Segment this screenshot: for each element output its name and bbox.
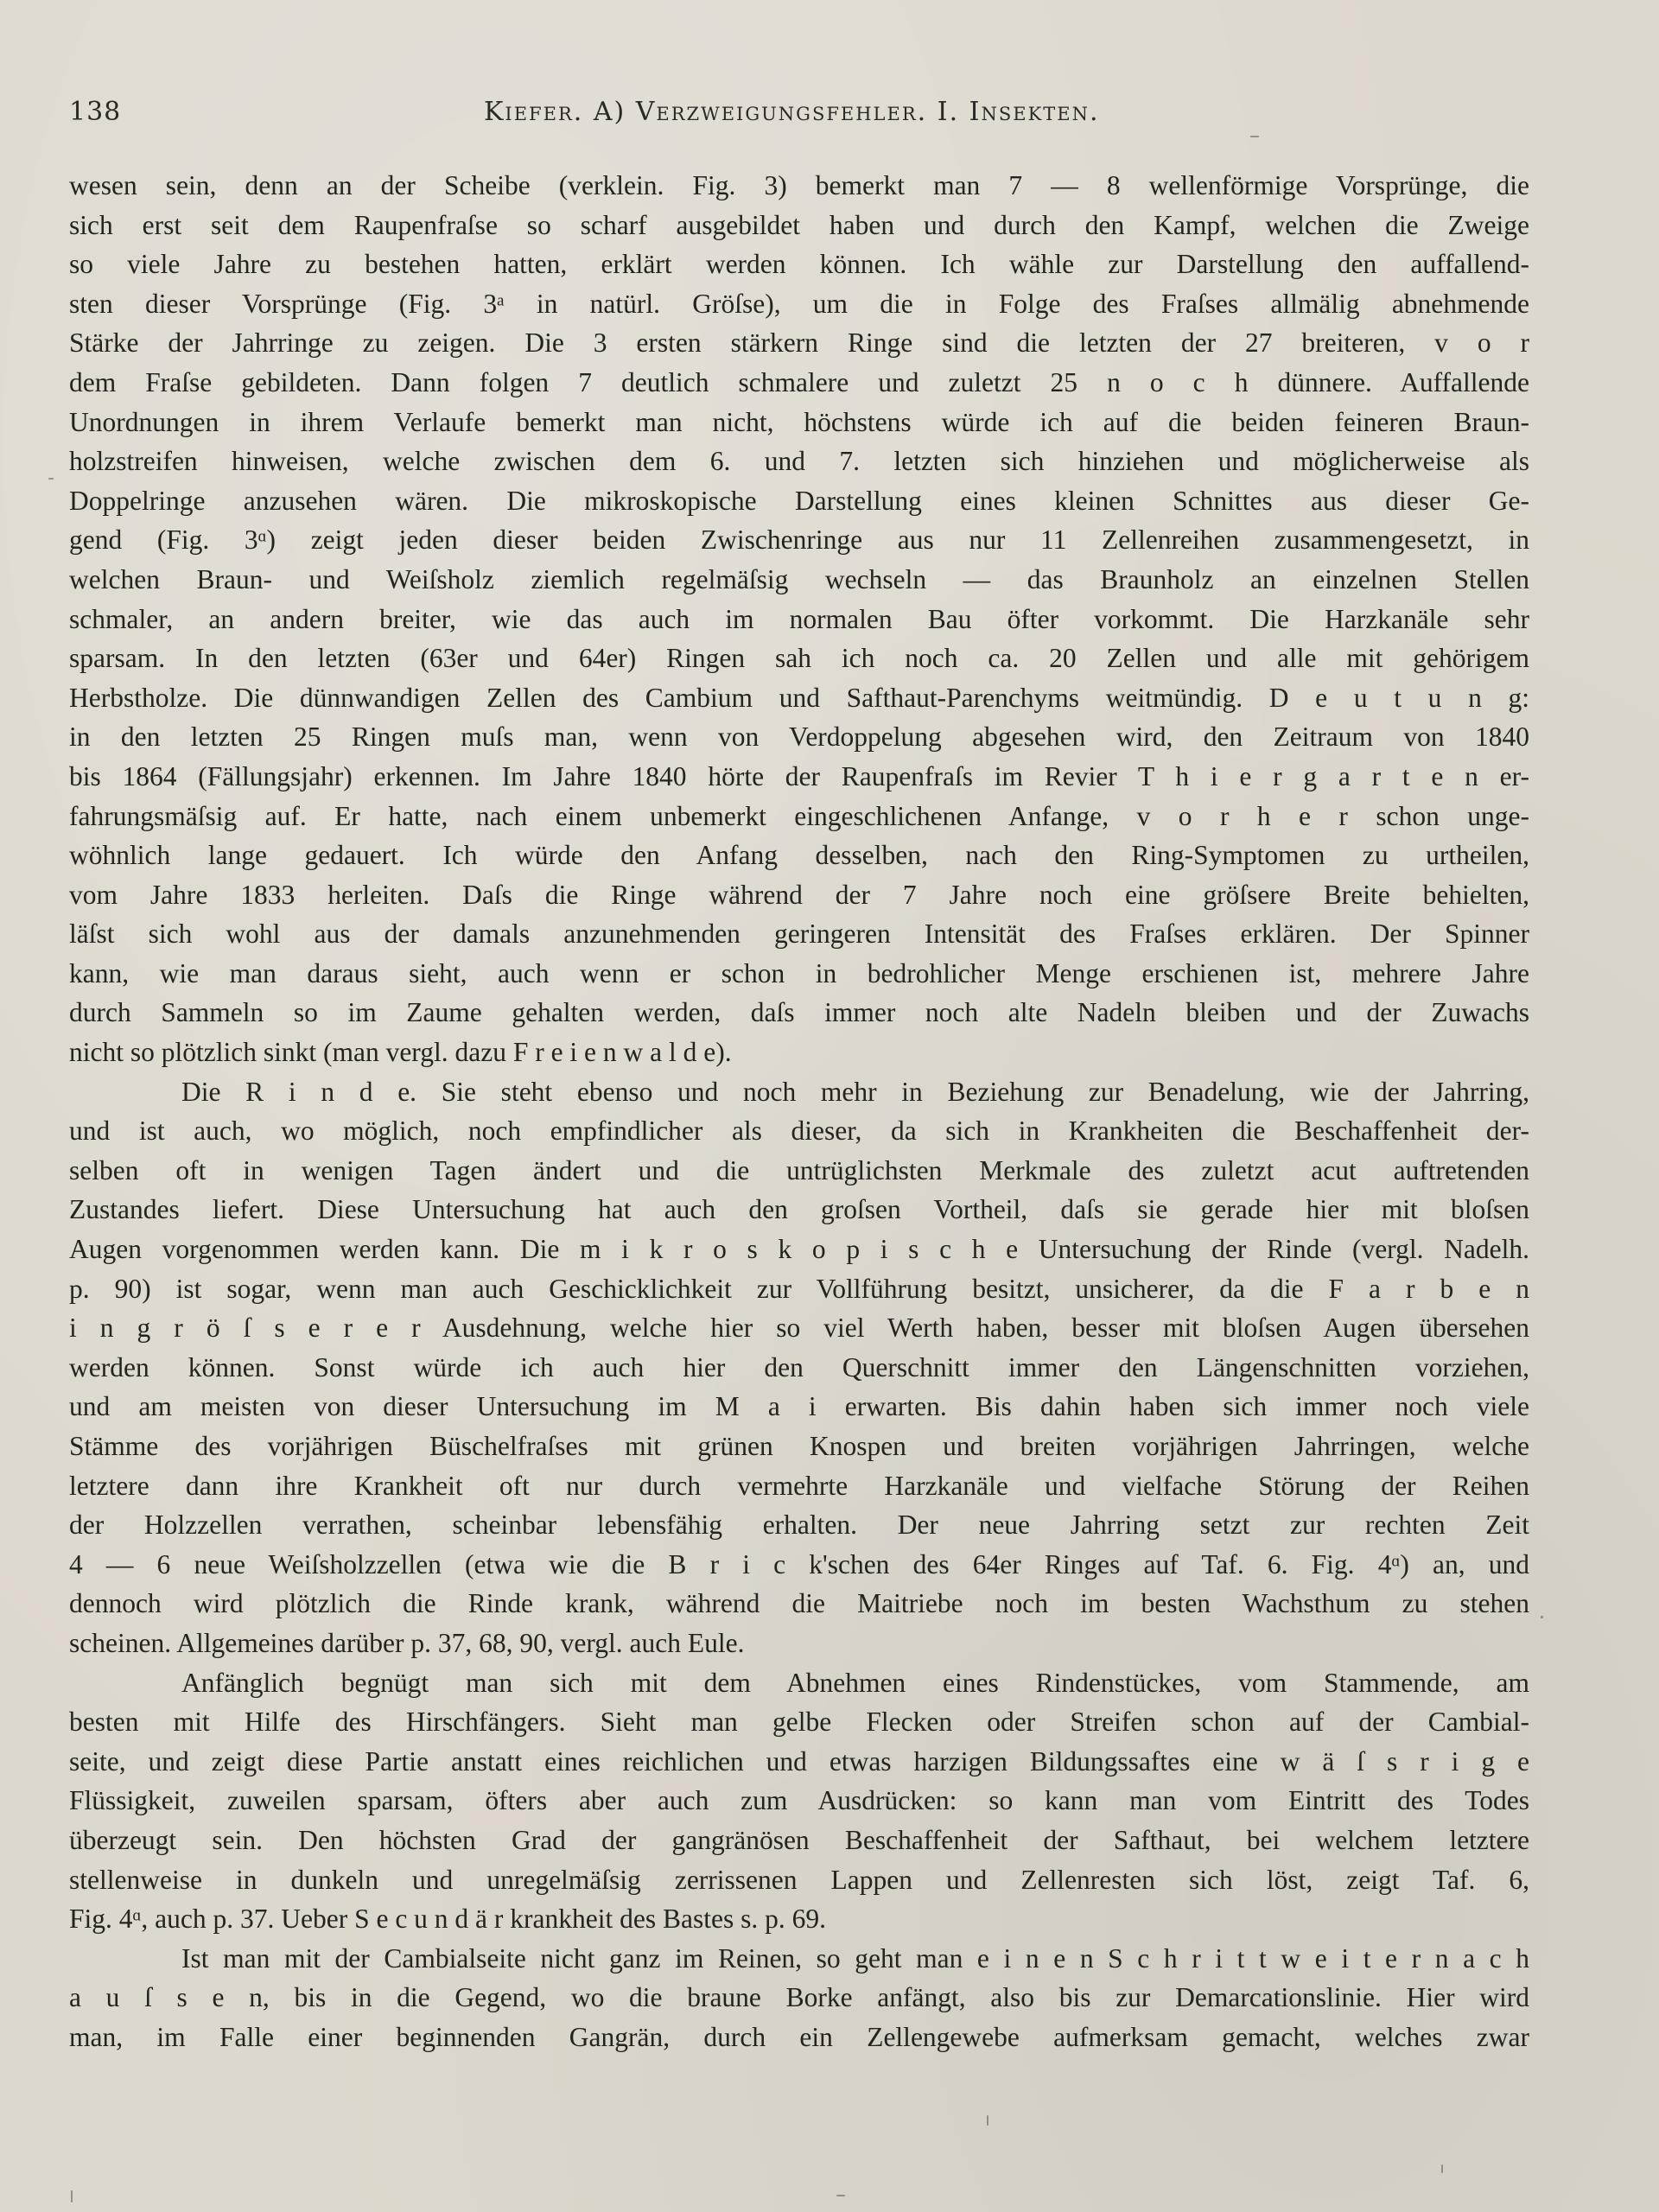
running-head-title: Kiefer. A) Verzweigungsfehler. I. Insekten. <box>484 97 1100 127</box>
text-line: welchen Braun- und Weiſsholz ziemlich regelmäſsig wechseln — das Braunholz an einzelnen Stellen <box>69 563 1529 594</box>
text-line: werden können. Sonst würde ich auch hier den Querschnitt immer den Längenschnitten vorziehen, <box>69 1351 1529 1382</box>
text-line: sich erst seit dem Raupenfraſse so scharf ausgebildet haben und durch den Kampf, welchen die Zweige <box>69 209 1529 240</box>
text-line: in den letzten 25 Ringen muſs man, wenn von Verdoppelung abgesehen wird, den Zeitraum von 1840 <box>69 721 1529 753</box>
text-line: dennoch wird plötzlich die Rinde krank, während die Maitriebe noch im besten Wachsthum zu stehen <box>69 1588 1529 1619</box>
text-line: durch Sammeln so im Zaume gehalten werden, daſs immer noch alte Nadeln bleiben und der Zuwachs <box>69 997 1529 1028</box>
text-line: dem Fraſse gebildeten. Dann folgen 7 deutlich schmalere und zuletzt 25 n o c h dünnere. Auffallende <box>69 366 1529 397</box>
paper-speck <box>1541 1616 1543 1618</box>
text-line: Augen vorgenommen werden kann. Die m i k r o s k o p i s c h e Untersuchung der Rinde (vergl. Nadelh. <box>69 1234 1529 1265</box>
text-line: Unordnungen in ihrem Verlaufe bemerkt man nicht, höchstens würde ich auf die beiden feineren Braun- <box>69 406 1529 437</box>
text-line: 4 — 6 neue Weiſsholzzellen (etwa wie die B r i c k'schen des 64er Ringes auf Taf. 6. Fig. 4ᵅ) an, und <box>69 1548 1529 1580</box>
text-line: fahrungsmäſsig auf. Er hatte, nach einem unbemerkt eingeschlichenen Anfange, v o r h e r schon unge- <box>69 800 1529 831</box>
text-line: so viele Jahre zu bestehen hatten, erklärt werden können. Ich wähle zur Darstellung den auffallend- <box>69 249 1529 280</box>
paper-speck <box>48 478 54 480</box>
text-line: Flüssigkeit, zuweilen sparsam, öfters aber auch zum Ausdrücken: so kann man vom Eintritt des Todes <box>69 1785 1529 1816</box>
running-head <box>69 97 1538 140</box>
paper-speck <box>1441 2164 1443 2173</box>
text-line: und ist auch, wo möglich, noch empfindlicher als dieser, da sich in Krankheiten die Beschaffenheit der- <box>69 1116 1529 1147</box>
text-line: Zustandes liefert. Diese Untersuchung hat auch den groſsen Vortheil, daſs sie gerade hier mit bloſsen <box>69 1194 1529 1225</box>
body-text <box>69 166 1529 2057</box>
text-line: der Holzzellen verrathen, scheinbar lebensfähig erhalten. Der neue Jahrring setzt zur rechten Zeit <box>69 1510 1529 1541</box>
text-line: vom Jahre 1833 herleiten. Daſs die Ringe während der 7 Jahre noch eine gröſsere Breite behielten, <box>69 879 1529 910</box>
text-line: Herbstholze. Die dünnwandigen Zellen des Cambium und Safthaut-Parenchyms weitmündig. D e u t u n g: <box>69 682 1529 713</box>
text-line: scheinen. Allgemeines darüber p. 37, 68, 90, vergl. auch Eule. <box>69 1627 745 1658</box>
text-line: sten dieser Vorsprünge (Fig. 3ᵃ in natürl. Gröſse), um die in Folge des Fraſses allmälig abnehmende <box>69 288 1529 319</box>
text-line: holzstreifen hinweisen, welche zwischen dem 6. und 7. letzten sich hinziehen und möglicherweise als <box>69 446 1529 477</box>
paper-speck <box>836 2195 845 2196</box>
text-line: wesen sein, denn an der Scheibe (verklein. Fig. 3) bemerkt man 7 — 8 wellenförmige Vorsprünge, die <box>69 170 1529 200</box>
text-line: p. 90) ist sogar, wenn man auch Geschicklichkeit zur Vollführung besitzt, unsicherer, da die F a r b e n <box>69 1273 1529 1304</box>
text-line: sparsam. In den letzten (63er und 64er) Ringen sah ich noch ca. 20 Zellen und alle mit gehörigem <box>69 643 1529 674</box>
text-line: schmaler, an andern breiter, wie das auch im normalen Bau öfter vorkommt. Die Harzkanäle sehr <box>69 603 1529 634</box>
text-line: besten mit Hilfe des Hirschfängers. Sieht man gelbe Flecken oder Streifen schon auf der Cambial- <box>69 1707 1529 1738</box>
text-line: i n g r ö ſ s e r e r Ausdehnung, welche hier so viel Werth haben, besser mit bloſsen Augen übersehen <box>69 1313 1529 1344</box>
text-line: Stämme des vorjährigen Büschelfraſses mit grünen Knospen und breiten vorjährigen Jahrringen, welche <box>69 1431 1529 1461</box>
text-line: und am meisten von dieser Untersuchung im M a i erwarten. Bis dahin haben sich immer noch viele <box>69 1391 1529 1422</box>
text-line: Ist man mit der Cambialseite nicht ganz im Reinen, so geht man e i n e n S c h r i t t w e i t e r n a c h <box>181 1942 1529 1974</box>
paper-speck <box>987 2115 988 2126</box>
paper-speck <box>71 2190 73 2202</box>
text-line: nicht so plötzlich sinkt (man vergl. dazu F r e i e n w a l d e). <box>69 1037 732 1068</box>
text-line: Doppelringe anzusehen wären. Die mikroskopische Darstellung eines kleinen Schnittes aus dieser Ge- <box>69 485 1529 516</box>
text-line: stellenweise in dunkeln und unregelmäſsig zerrissenen Lappen und Zellenresten sich löst, zeigt Taf. 6, <box>69 1864 1529 1895</box>
text-line: Die R i n d e. Sie steht ebenso und noch mehr in Beziehung zur Benadelung, wie der Jahrring, <box>181 1076 1529 1107</box>
text-line: bis 1864 (Fällungsjahr) erkennen. Im Jahre 1840 hörte der Raupenfraſs im Revier T h i e r g a r t e n er- <box>69 760 1529 791</box>
text-line: Fig. 4ᵅ, auch p. 37. Ueber S e c u n d ä r krankheit des Bastes s. p. 69. <box>69 1904 826 1935</box>
text-line: wöhnlich lange gedauert. Ich würde den Anfang desselben, nach den Ring-Symptomen zu urtheilen, <box>69 840 1529 871</box>
text-line: seite, und zeigt diese Partie anstatt eines reichlichen und etwas harzigen Bildungssaftes eine w ä ſ s r i g e <box>69 1745 1529 1777</box>
text-line: läſst sich wohl aus der damals anzunehmenden geringeren Intensität des Fraſses erklären. Der Spinner <box>69 918 1529 950</box>
text-line: selben oft in wenigen Tagen ändert und die untrüglichsten Merkmale des zuletzt acut auftretenden <box>69 1154 1529 1185</box>
paper-speck <box>1250 136 1259 137</box>
page-number: 138 <box>69 97 122 127</box>
text-line: man, im Falle einer beginnenden Gangrän, durch ein Zellengewebe aufmerksam gemacht, welches zwar <box>69 2021 1529 2052</box>
text-line: letztere dann ihre Krankheit oft nur durch vermehrte Harzkanäle und vielfache Störung der Reihen <box>69 1470 1529 1501</box>
text-line: a u ſ s e n, bis in die Gegend, wo die braune Borke anfängt, also bis zur Demarcationslinie. Hier wird <box>69 1982 1529 2013</box>
text-line: überzeugt sein. Den höchsten Grad der gangränösen Beschaffenheit der Safthaut, bei welchem letztere <box>69 1824 1529 1855</box>
text-line: gend (Fig. 3ᵅ) zeigt jeden dieser beiden Zwischenringe aus nur 11 Zellenreihen zusammengesetzt, in <box>69 524 1529 556</box>
text-line: Stärke der Jahrringe zu zeigen. Die 3 ersten stärkern Ringe sind die letzten der 27 breiteren, v o r <box>69 327 1529 359</box>
text-line: kann, wie man daraus sieht, auch wenn er schon in bedrohlicher Menge erschienen ist, mehrere Jahre <box>69 957 1529 988</box>
text-line: Anfänglich begnügt man sich mit dem Abnehmen eines Rindenstückes, vom Stammende, am <box>181 1667 1529 1698</box>
